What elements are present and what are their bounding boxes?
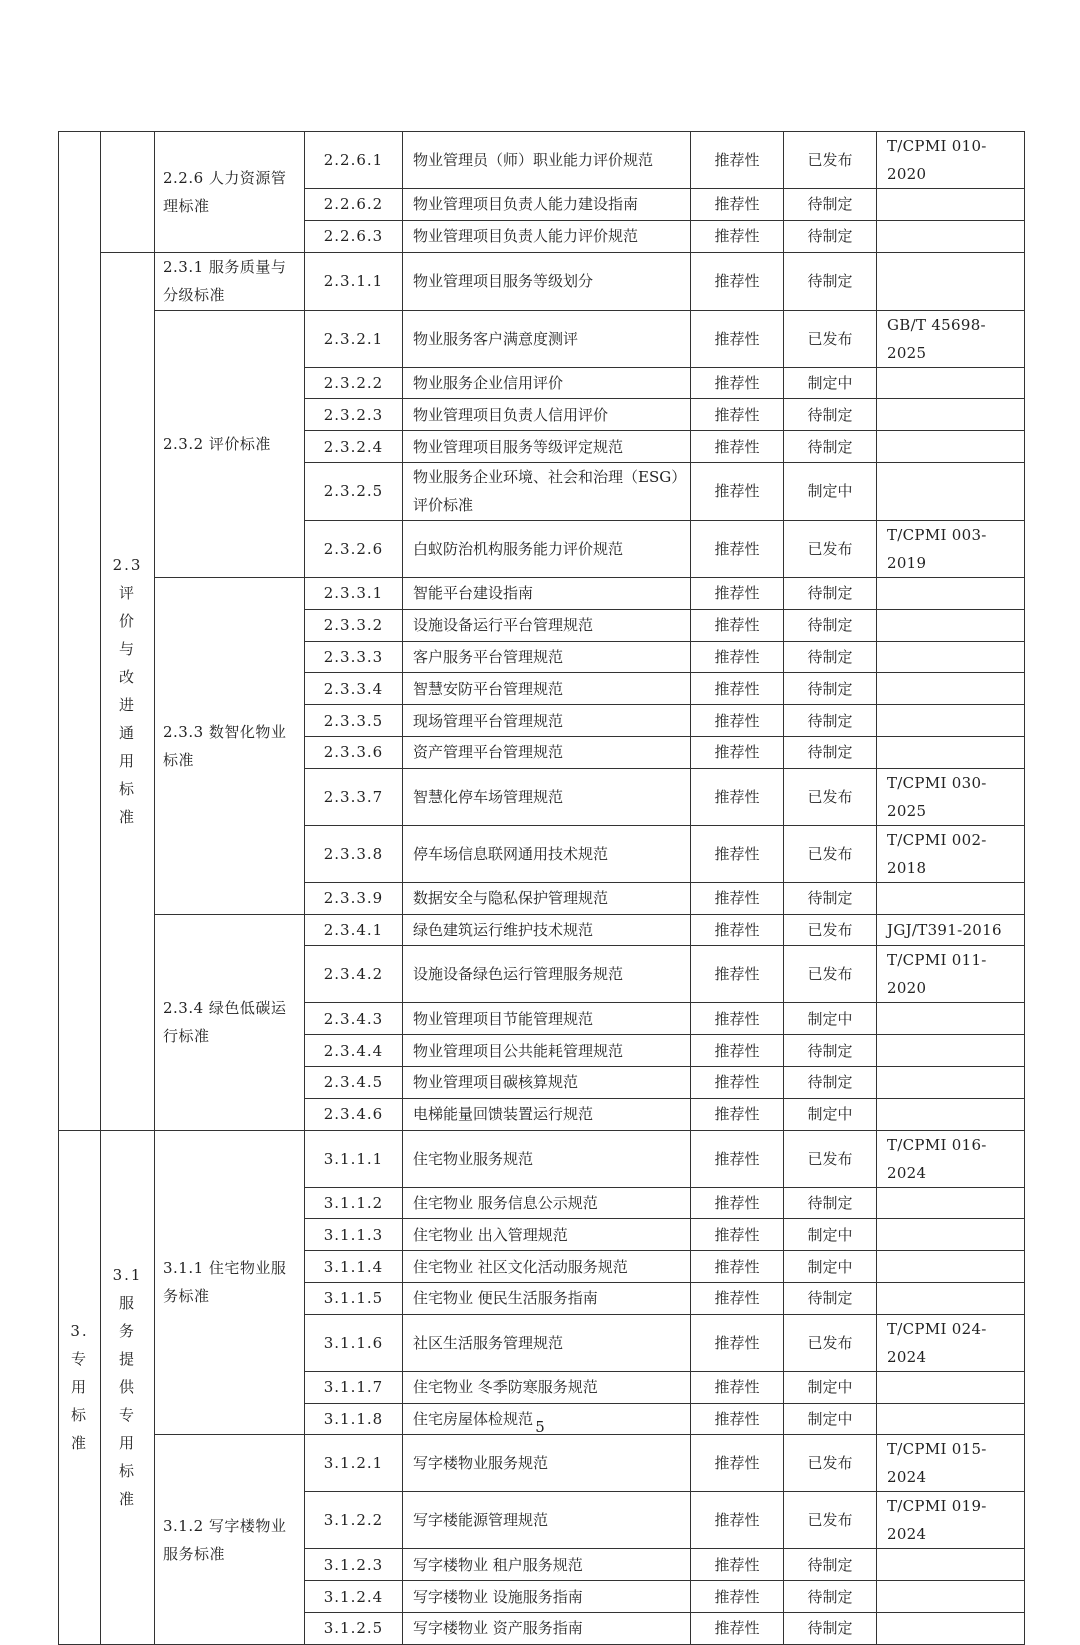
row-status: 制定中 — [784, 1219, 877, 1251]
level3-cell: 2.3.2 评价标准 — [155, 310, 305, 577]
row-name: 物业服务客户满意度测评 — [403, 310, 691, 367]
level3-cell: 3.1.1 住宅物业服务标准 — [155, 1130, 305, 1435]
page-number: 5 — [535, 1418, 545, 1436]
row-type: 推荐性 — [691, 1219, 784, 1251]
row-name: 物业管理项目负责人信用评价 — [403, 399, 691, 431]
row-code: 2.3.4.6 — [305, 1098, 403, 1130]
row-status: 待制定 — [784, 1035, 877, 1067]
row-standard-number: T/CPMI 003-2019 — [877, 520, 1025, 577]
row-status: 待制定 — [784, 609, 877, 641]
row-code: 2.2.6.2 — [305, 189, 403, 221]
row-status: 待制定 — [784, 705, 877, 737]
row-name: 住宅物业 出入管理规范 — [403, 1219, 691, 1251]
level2-cell-continued — [101, 132, 155, 253]
row-type: 推荐性 — [691, 1314, 784, 1371]
row-name: 社区生活服务管理规范 — [403, 1314, 691, 1371]
row-code: 3.1.1.6 — [305, 1314, 403, 1371]
row-status: 待制定 — [784, 577, 877, 609]
row-standard-number — [877, 577, 1025, 609]
row-standard-number — [877, 189, 1025, 221]
row-name: 住宅房屋体检规范 — [403, 1403, 691, 1435]
row-standard-number — [877, 641, 1025, 673]
row-name: 物业管理员（师）职业能力评价规范 — [403, 132, 691, 189]
row-name: 写字楼物业 资产服务指南 — [403, 1612, 691, 1644]
row-status: 制定中 — [784, 1403, 877, 1435]
row-standard-number: JGJ/T391-2016 — [877, 914, 1025, 946]
row-type: 推荐性 — [691, 946, 784, 1003]
row-name: 物业管理项目负责人能力建设指南 — [403, 189, 691, 221]
row-status: 已发布 — [784, 1314, 877, 1371]
row-status: 制定中 — [784, 1098, 877, 1130]
row-status: 待制定 — [784, 1612, 877, 1644]
row-standard-number: T/CPMI 002-2018 — [877, 825, 1025, 882]
row-type: 推荐性 — [691, 705, 784, 737]
row-name: 客户服务平台管理规范 — [403, 641, 691, 673]
row-name: 住宅物业 冬季防寒服务规范 — [403, 1371, 691, 1403]
row-status: 制定中 — [784, 1251, 877, 1283]
row-name: 写字楼物业 设施服务指南 — [403, 1581, 691, 1613]
row-status: 已发布 — [784, 310, 877, 367]
row-type: 推荐性 — [691, 825, 784, 882]
row-name: 白蚁防治机构服务能力评价规范 — [403, 520, 691, 577]
row-name: 电梯能量回馈装置运行规范 — [403, 1098, 691, 1130]
row-code: 2.3.3.2 — [305, 609, 403, 641]
row-status: 制定中 — [784, 1371, 877, 1403]
row-name: 停车场信息联网通用技术规范 — [403, 825, 691, 882]
row-status: 已发布 — [784, 946, 877, 1003]
level3-cell: 2.3.1 服务质量与分级标准 — [155, 252, 305, 310]
row-type: 推荐性 — [691, 1066, 784, 1098]
row-code: 2.2.6.1 — [305, 132, 403, 189]
row-type: 推荐性 — [691, 673, 784, 705]
row-type: 推荐性 — [691, 1035, 784, 1067]
row-standard-number — [877, 609, 1025, 641]
row-status: 已发布 — [784, 914, 877, 946]
row-code: 2.3.4.4 — [305, 1035, 403, 1067]
row-standard-number — [877, 1282, 1025, 1314]
row-code: 2.3.3.8 — [305, 825, 403, 882]
row-standard-number: T/CPMI 015-2024 — [877, 1435, 1025, 1492]
row-status: 待制定 — [784, 1187, 877, 1219]
row-name: 住宅物业 社区文化活动服务规范 — [403, 1251, 691, 1283]
row-standard-number — [877, 1098, 1025, 1130]
row-type: 推荐性 — [691, 367, 784, 399]
row-standard-number — [877, 1549, 1025, 1581]
row-status: 待制定 — [784, 641, 877, 673]
row-standard-number — [877, 882, 1025, 914]
row-name: 住宅物业服务规范 — [403, 1130, 691, 1187]
row-type: 推荐性 — [691, 1581, 784, 1613]
row-type: 推荐性 — [691, 1492, 784, 1549]
level1-cell-continued — [59, 132, 101, 1131]
row-standard-number: GB/T 45698-2025 — [877, 310, 1025, 367]
row-status: 待制定 — [784, 1549, 877, 1581]
row-type: 推荐性 — [691, 609, 784, 641]
level2-cell: 2.3评价与改进通用标准 — [101, 252, 155, 1130]
row-status: 已发布 — [784, 520, 877, 577]
row-status: 待制定 — [784, 1066, 877, 1098]
row-standard-number — [877, 1066, 1025, 1098]
row-status: 待制定 — [784, 399, 877, 431]
row-code: 3.1.2.2 — [305, 1492, 403, 1549]
row-status: 待制定 — [784, 673, 877, 705]
level1-cell: 3.专用标准 — [59, 1130, 101, 1644]
row-code: 3.1.1.7 — [305, 1371, 403, 1403]
row-name: 物业管理项目节能管理规范 — [403, 1003, 691, 1035]
row-name: 写字楼能源管理规范 — [403, 1492, 691, 1549]
row-status: 待制定 — [784, 220, 877, 252]
row-name: 绿色建筑运行维护技术规范 — [403, 914, 691, 946]
row-standard-number — [877, 1219, 1025, 1251]
row-code: 2.3.3.5 — [305, 705, 403, 737]
row-code: 2.3.3.6 — [305, 736, 403, 768]
row-type: 推荐性 — [691, 1187, 784, 1219]
row-code: 3.1.1.5 — [305, 1282, 403, 1314]
row-name: 物业管理项目服务等级评定规范 — [403, 431, 691, 463]
row-standard-number — [877, 1371, 1025, 1403]
row-name: 智慧化停车场管理规范 — [403, 768, 691, 825]
row-name: 物业管理项目服务等级划分 — [403, 252, 691, 310]
row-code: 2.3.2.3 — [305, 399, 403, 431]
row-type: 推荐性 — [691, 914, 784, 946]
row-type: 推荐性 — [691, 399, 784, 431]
row-standard-number — [877, 399, 1025, 431]
row-type: 推荐性 — [691, 1612, 784, 1644]
row-status: 待制定 — [784, 431, 877, 463]
row-standard-number — [877, 252, 1025, 310]
row-status: 已发布 — [784, 132, 877, 189]
row-name: 物业管理项目负责人能力评价规范 — [403, 220, 691, 252]
row-type: 推荐性 — [691, 1282, 784, 1314]
row-name: 物业服务企业信用评价 — [403, 367, 691, 399]
row-code: 2.3.4.3 — [305, 1003, 403, 1035]
row-name: 资产管理平台管理规范 — [403, 736, 691, 768]
row-code: 2.3.2.2 — [305, 367, 403, 399]
row-standard-number — [877, 431, 1025, 463]
row-type: 推荐性 — [691, 1130, 784, 1187]
row-standard-number — [877, 462, 1025, 520]
row-code: 3.1.1.1 — [305, 1130, 403, 1187]
row-standard-number — [877, 1251, 1025, 1283]
row-type: 推荐性 — [691, 1098, 784, 1130]
row-code: 3.1.1.3 — [305, 1219, 403, 1251]
row-code: 3.1.2.4 — [305, 1581, 403, 1613]
row-name: 物业服务企业环境、社会和治理（ESG）评价标准 — [403, 462, 691, 520]
row-name: 智能平台建设指南 — [403, 577, 691, 609]
level3-cell: 2.3.3 数智化物业标准 — [155, 577, 305, 914]
row-code: 3.1.2.5 — [305, 1612, 403, 1644]
row-status: 待制定 — [784, 1282, 877, 1314]
row-standard-number — [877, 1003, 1025, 1035]
row-standard-number — [877, 367, 1025, 399]
row-standard-number — [877, 736, 1025, 768]
row-code: 2.3.2.4 — [305, 431, 403, 463]
row-status: 制定中 — [784, 462, 877, 520]
row-name: 设施设备绿色运行管理服务规范 — [403, 946, 691, 1003]
row-status: 制定中 — [784, 1003, 877, 1035]
row-type: 推荐性 — [691, 220, 784, 252]
row-type: 推荐性 — [691, 1371, 784, 1403]
row-standard-number: T/CPMI 010-2020 — [877, 132, 1025, 189]
row-standard-number: T/CPMI 016-2024 — [877, 1130, 1025, 1187]
row-type: 推荐性 — [691, 736, 784, 768]
row-name: 物业管理项目碳核算规范 — [403, 1066, 691, 1098]
row-code: 2.3.4.1 — [305, 914, 403, 946]
row-status: 已发布 — [784, 1435, 877, 1492]
row-name: 写字楼物业服务规范 — [403, 1435, 691, 1492]
row-name: 设施设备运行平台管理规范 — [403, 609, 691, 641]
row-name: 写字楼物业 租户服务规范 — [403, 1549, 691, 1581]
row-type: 推荐性 — [691, 882, 784, 914]
row-type: 推荐性 — [691, 1435, 784, 1492]
row-code: 2.3.4.2 — [305, 946, 403, 1003]
row-code: 2.3.3.9 — [305, 882, 403, 914]
row-status: 已发布 — [784, 768, 877, 825]
row-name: 住宅物业 服务信息公示规范 — [403, 1187, 691, 1219]
row-type: 推荐性 — [691, 189, 784, 221]
row-code: 3.1.2.3 — [305, 1549, 403, 1581]
row-standard-number — [877, 1612, 1025, 1644]
row-type: 推荐性 — [691, 1251, 784, 1283]
row-status: 待制定 — [784, 882, 877, 914]
row-standard-number: T/CPMI 030-2025 — [877, 768, 1025, 825]
row-status: 待制定 — [784, 189, 877, 221]
row-standard-number — [877, 673, 1025, 705]
level3-cell: 2.3.4 绿色低碳运行标准 — [155, 914, 305, 1130]
row-status: 待制定 — [784, 1581, 877, 1613]
row-code: 3.1.1.4 — [305, 1251, 403, 1283]
row-status: 待制定 — [784, 736, 877, 768]
row-type: 推荐性 — [691, 577, 784, 609]
row-status: 待制定 — [784, 252, 877, 310]
level2-cell: 3.1服务提供专用标准 — [101, 1130, 155, 1644]
row-standard-number: T/CPMI 011-2020 — [877, 946, 1025, 1003]
level3-cell: 3.1.2 写字楼物业服务标准 — [155, 1435, 305, 1644]
row-type: 推荐性 — [691, 1403, 784, 1435]
row-type: 推荐性 — [691, 252, 784, 310]
row-standard-number — [877, 1035, 1025, 1067]
row-code: 2.2.6.3 — [305, 220, 403, 252]
row-status: 已发布 — [784, 1492, 877, 1549]
row-name: 现场管理平台管理规范 — [403, 705, 691, 737]
row-standard-number — [877, 1581, 1025, 1613]
row-type: 推荐性 — [691, 132, 784, 189]
row-code: 3.1.1.2 — [305, 1187, 403, 1219]
row-standard-number — [877, 1187, 1025, 1219]
row-name: 数据安全与隐私保护管理规范 — [403, 882, 691, 914]
row-code: 3.1.2.1 — [305, 1435, 403, 1492]
row-status: 制定中 — [784, 367, 877, 399]
row-status: 已发布 — [784, 825, 877, 882]
row-type: 推荐性 — [691, 768, 784, 825]
row-type: 推荐性 — [691, 431, 784, 463]
row-name: 智慧安防平台管理规范 — [403, 673, 691, 705]
row-standard-number: T/CPMI 024-2024 — [877, 1314, 1025, 1371]
row-code: 2.3.3.1 — [305, 577, 403, 609]
row-type: 推荐性 — [691, 310, 784, 367]
row-type: 推荐性 — [691, 1003, 784, 1035]
row-type: 推荐性 — [691, 520, 784, 577]
level3-cell: 2.2.6 人力资源管理标准 — [155, 132, 305, 253]
row-code: 3.1.1.8 — [305, 1403, 403, 1435]
row-standard-number — [877, 220, 1025, 252]
row-code: 2.3.3.3 — [305, 641, 403, 673]
row-code: 2.3.2.1 — [305, 310, 403, 367]
row-code: 2.3.3.4 — [305, 673, 403, 705]
row-code: 2.3.2.5 — [305, 462, 403, 520]
row-type: 推荐性 — [691, 1549, 784, 1581]
row-code: 2.3.3.7 — [305, 768, 403, 825]
row-standard-number — [877, 705, 1025, 737]
row-type: 推荐性 — [691, 462, 784, 520]
row-status: 已发布 — [784, 1130, 877, 1187]
row-name: 物业管理项目公共能耗管理规范 — [403, 1035, 691, 1067]
row-standard-number: T/CPMI 019-2024 — [877, 1492, 1025, 1549]
row-type: 推荐性 — [691, 641, 784, 673]
row-code: 2.3.1.1 — [305, 252, 403, 310]
row-name: 住宅物业 便民生活服务指南 — [403, 1282, 691, 1314]
row-code: 2.3.4.5 — [305, 1066, 403, 1098]
row-code: 2.3.2.6 — [305, 520, 403, 577]
